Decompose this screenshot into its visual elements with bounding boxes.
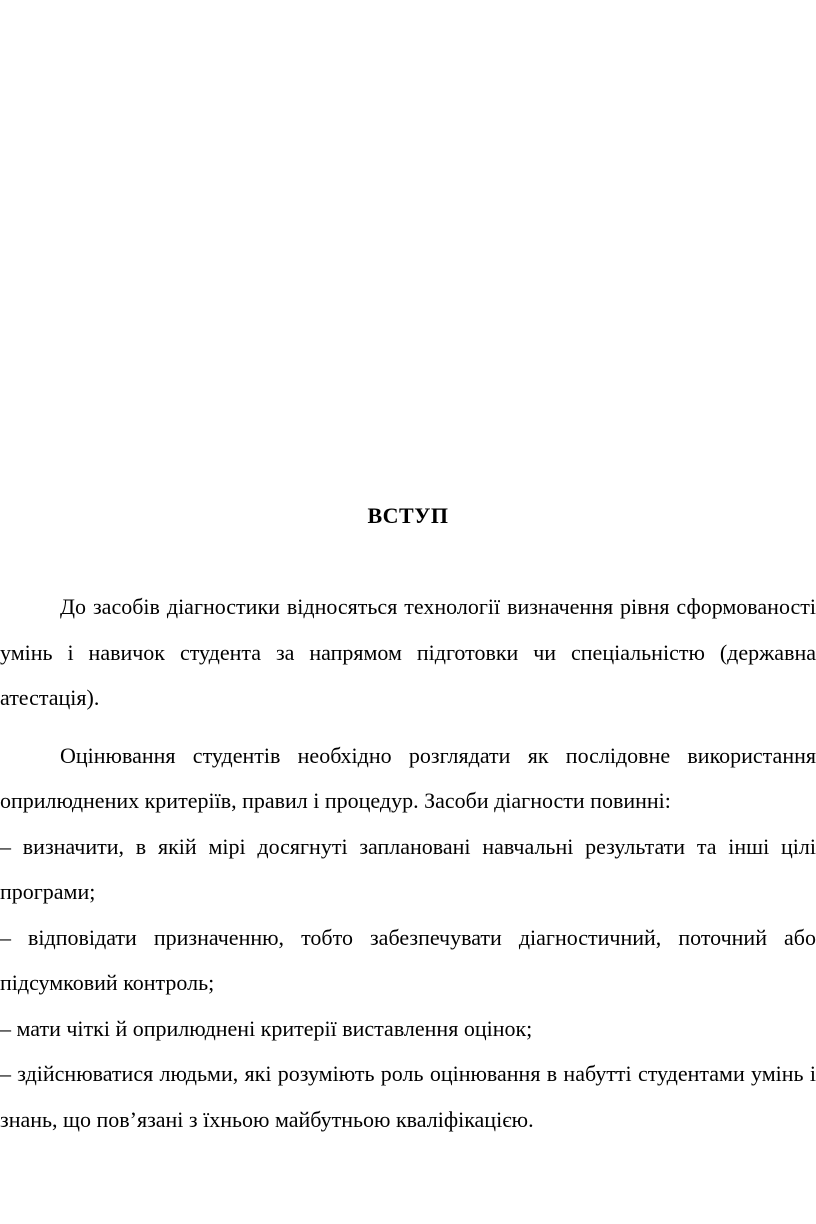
list-item: – відповідати призначенню, тобто забезпечувати діагностичний, поточний або підсумковий контроль; — [0, 924, 816, 995]
list-item: – визначити, в якій мірі досягнуті заплановані навчальні результати та інші цілі програми; — [0, 833, 816, 904]
list-item: – здійснюватися людьми, які розуміють роль оцінювання в набутті студентами умінь і знань, що пов’язані з їхньою майбутньою кваліфікацією. — [0, 1061, 816, 1132]
list-item: – мати чіткі й оприлюднені критерії виставлення оцінок; — [0, 1015, 533, 1041]
intro-paragraph: До засобів діагностики відносяться технології визначення рівня сформованості умінь і навичок студента за напрямом підготовки чи спеціальністю (державна атестація). — [0, 594, 816, 710]
document-body — [0, 584, 816, 1142]
assessment-paragraph: Оцінювання студентів необхідно розглядати як послідовне використання оприлюднених критеріїв, правил і процедур. Засоби діагности повинні: — [0, 742, 816, 813]
section-heading: ВСТУП — [367, 503, 449, 528]
